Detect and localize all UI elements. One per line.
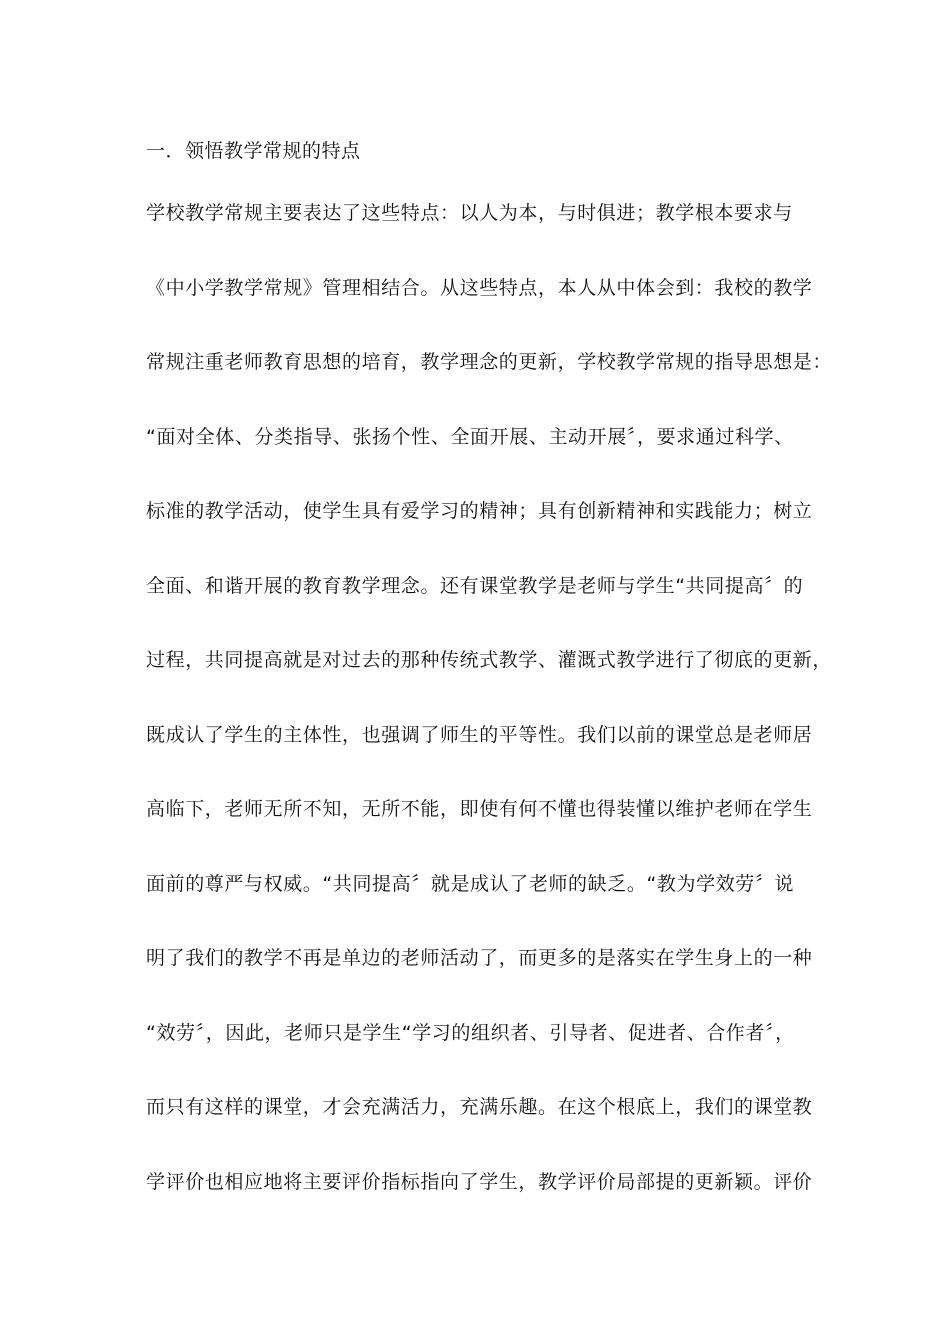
- text-line: 高临下，老师无所不知，无所不能，即使有何不懂也得装懂以维护老师在学生: [146, 798, 813, 820]
- text-line: “效劳〞，因此，老师只是学生“学习的组织者、引导者、促进者、合作者〞，: [146, 1021, 795, 1044]
- section-heading: 一．领悟教学常规的特点: [146, 140, 361, 162]
- text-line: 常规注重老师教育思想的培育，教学理念的更新，学校教学常规的指导思想是：: [146, 351, 833, 373]
- text-line: 面前的尊严与权威。“共同提高〞就是成认了老师的缺乏。“教为学效劳〞说: [146, 872, 795, 895]
- text-line: 既成认了学生的主体性，也强调了师生的平等性。我们以前的课堂总是老师居: [146, 723, 813, 746]
- body-text: [146, 200, 833, 1243]
- text-line: 明了我们的教学不再是单边的老师活动了，而更多的是落实在学生身上的一种: [146, 947, 813, 969]
- text-line: 《中小学教学常规》管理相结合。从这些特点，本人从中体会到：我校的教学: [146, 276, 813, 299]
- text-line: 过程，共同提高就是对过去的那种传统式教学、灌溉式教学进行了彻底的更新，: [146, 649, 833, 671]
- text-line: 学评价也相应地将主要评价指标指向了学生，教学评价局部提的更新颖。评价: [146, 1170, 813, 1193]
- text-line: 全面、和谐开展的教育教学理念。还有课堂教学是老师与学生“共同提高〞的: [146, 574, 804, 597]
- text-line: 学校教学常规主要表达了这些特点：以人为本，与时俱进；教学根本要求与: [146, 202, 793, 224]
- text-line: “面对全体、分类指导、张扬个性、全面开展、主动开展〞，要求通过科学、: [146, 425, 794, 448]
- text-line: 标准的教学活动，使学生具有爱学习的精神；具有创新精神和实践能力；树立: [146, 500, 813, 522]
- text-line: 而只有这样的课堂，才会充满活力，充满乐趣。在这个根底上，我们的课堂教: [146, 1096, 813, 1118]
